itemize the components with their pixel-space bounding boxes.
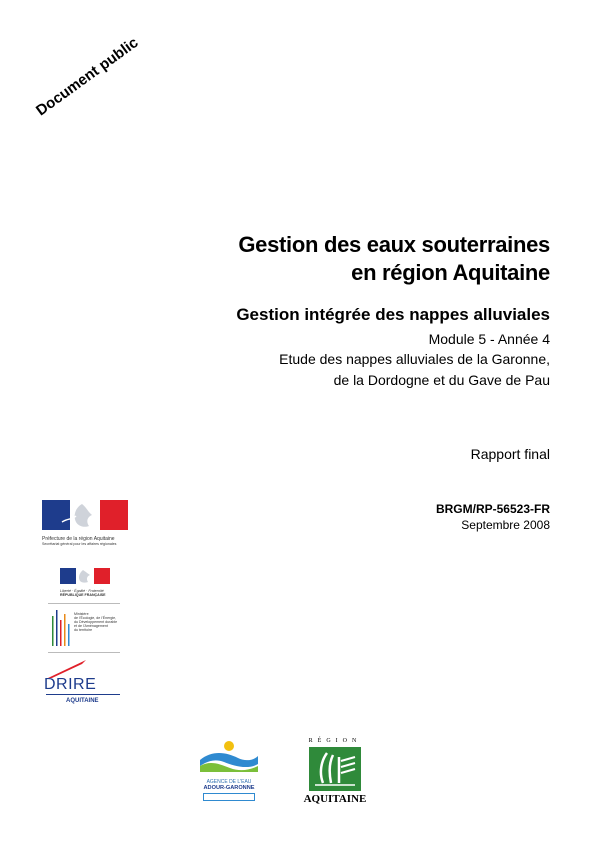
document-public-stamp: Document public bbox=[33, 34, 142, 120]
republique-motto: Liberté · Égalité · Fraternité bbox=[60, 589, 104, 593]
drire-region: AQUITAINE bbox=[66, 698, 99, 704]
ministere-line-5: du territoire bbox=[74, 628, 93, 632]
prefecture-tagline: Secrétariat général pour les affaires régionales bbox=[42, 542, 117, 546]
agence-line-1: AGENCE DE L'EAU bbox=[206, 779, 252, 785]
module-line: Module 5 - Année 4 bbox=[428, 331, 550, 347]
report-reference: BRGM/RP-56523-FR bbox=[435, 502, 550, 516]
description-line-2: de la Dordogne et du Gave de Pau bbox=[333, 372, 550, 388]
prefecture-name: Préfecture de la région Aquitaine bbox=[42, 536, 115, 542]
prefecture-logo bbox=[42, 500, 128, 544]
ministere-line-2: de l'Écologie, de l'Énergie, bbox=[74, 616, 117, 620]
report-type: Rapport final bbox=[470, 446, 550, 462]
agence-eau-wave-icon bbox=[198, 738, 260, 774]
ministere-bars-icon bbox=[50, 606, 72, 650]
description-line-1: Etude des nappes alluviales de la Garonne, bbox=[279, 351, 550, 367]
region-aquitaine-logo bbox=[294, 738, 376, 808]
agence-line-2: ADOUR-GARONNE bbox=[203, 785, 255, 791]
marianne-flag-icon bbox=[42, 500, 128, 530]
region-name: AQUITAINE bbox=[303, 793, 367, 805]
agence-eau-logo bbox=[198, 738, 260, 798]
drire-name: DRIRE bbox=[44, 676, 97, 693]
title-line-1: Gestion des eaux souterraines bbox=[238, 232, 550, 257]
report-date: Septembre 2008 bbox=[461, 518, 550, 532]
marianne-small-flag-icon bbox=[60, 568, 110, 584]
ministere-line-4: et de l'Aménagement bbox=[74, 624, 108, 628]
region-label: RÉGION bbox=[308, 738, 362, 744]
title-line-2: en région Aquitaine bbox=[351, 260, 550, 285]
aquitaine-emblem-icon bbox=[309, 747, 361, 791]
drire-logo bbox=[42, 658, 122, 710]
republique-name: RÉPUBLIQUE FRANÇAISE bbox=[60, 593, 106, 597]
subtitle: Gestion intégrée des nappes alluviales bbox=[236, 305, 550, 324]
republique-francaise-logo bbox=[60, 568, 110, 596]
ministere-logo bbox=[48, 603, 120, 653]
ministere-line-1: Ministère bbox=[74, 612, 89, 616]
ministere-line-3: du Développement durable bbox=[74, 620, 118, 624]
